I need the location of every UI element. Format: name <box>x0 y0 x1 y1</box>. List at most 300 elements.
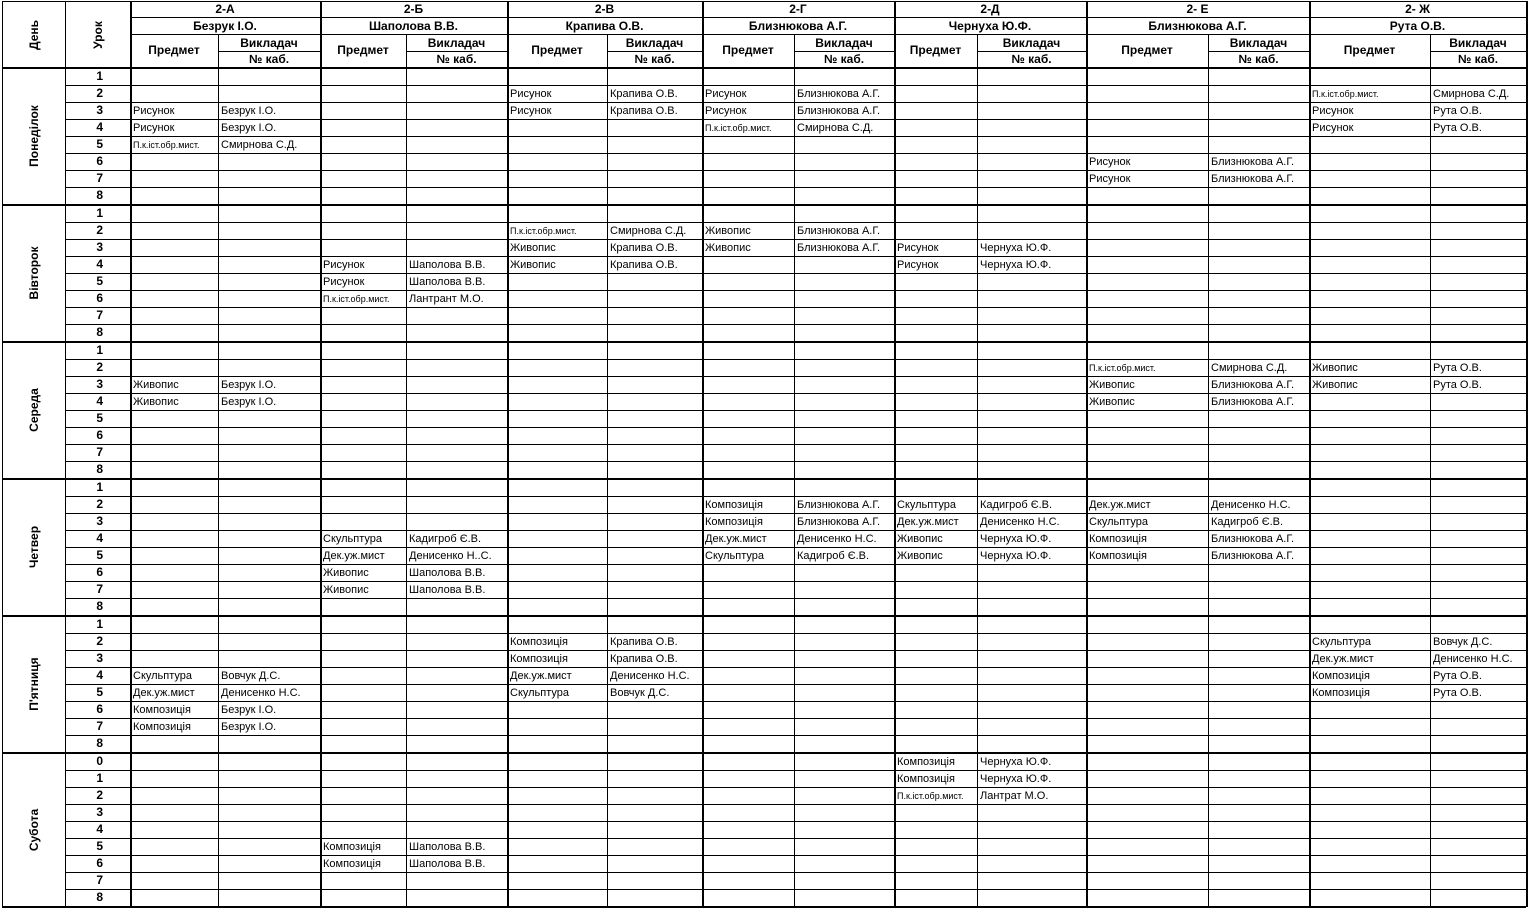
row-line <box>65 256 1526 257</box>
cell-teacher: Безрук І.О. <box>221 704 277 716</box>
row-line <box>65 239 1526 240</box>
cell-subject: Композиція <box>323 858 381 870</box>
grid-line-vertical <box>65 1 66 907</box>
header-line <box>130 17 320 18</box>
day-header: День <box>26 20 41 50</box>
cell-teacher: Близнюкова А.Г. <box>797 499 881 511</box>
lesson-number: 7 <box>96 308 103 322</box>
cell-teacher: Близнюкова А.Г. <box>797 105 881 117</box>
cell-subject: Живопис <box>323 584 369 596</box>
cell-teacher: Близнюкова А.Г. <box>797 516 881 528</box>
subject-header: Предмет <box>909 43 962 57</box>
cell-subject: П.к.іст.обр.мист. <box>1312 89 1379 99</box>
cell-teacher: Рута О.В. <box>1433 105 1482 117</box>
room-header: № каб. <box>248 52 290 66</box>
lesson-number: 2 <box>96 223 103 237</box>
cell-subject: Рисунок <box>1312 105 1354 117</box>
row-line <box>65 222 1526 223</box>
row-line <box>65 787 1526 788</box>
cell-teacher: Денисенко Н.С. <box>221 687 301 699</box>
cell-teacher: Рута О.В. <box>1433 362 1482 374</box>
cell-subject: Рисунок <box>705 105 747 117</box>
cell-subject: Дек.уж.мист <box>897 516 959 528</box>
cell-subject: Композиція <box>1312 687 1370 699</box>
cell-teacher: Чернуха Ю.Ф. <box>980 259 1052 271</box>
cell-teacher: Близнюкова А.Г. <box>1211 533 1295 545</box>
cell-teacher: Смирнова С.Д. <box>610 225 687 237</box>
cell-teacher: Крапива О.В. <box>610 259 678 271</box>
cell-subject: Композиція <box>897 756 955 768</box>
grid-line-vertical <box>1086 1 1088 907</box>
row-line <box>65 735 1526 736</box>
lesson-number: 1 <box>96 617 103 631</box>
class-teacher: Шаполова В.В. <box>368 19 459 33</box>
cell-subject: Композиція <box>510 653 568 665</box>
cell-subject: Скульптура <box>510 687 570 699</box>
cell-teacher: Рута О.В. <box>1433 122 1482 134</box>
row-line <box>65 393 1526 394</box>
lesson-number: 4 <box>96 822 103 836</box>
cell-subject: П.к.іст.обр.мист. <box>1089 363 1156 373</box>
cell-subject: Живопис <box>1312 379 1358 391</box>
cell-teacher: Безрук І.О. <box>221 396 277 408</box>
cell-teacher: Крапива О.В. <box>610 105 678 117</box>
teacher-header: Викладач <box>625 36 684 50</box>
lesson-number: 7 <box>96 873 103 887</box>
row-line <box>65 855 1526 856</box>
cell-teacher: Шаполова В.В. <box>409 858 486 870</box>
grid-line-vertical <box>507 1 509 907</box>
row-line <box>65 804 1526 805</box>
cell-subject: П.к.іст.обр.мист. <box>705 123 772 133</box>
cell-teacher: Крапива О.В. <box>610 242 678 254</box>
cell-subject: Живопис <box>897 533 943 545</box>
cell-teacher: Чернуха Ю.Ф. <box>980 533 1052 545</box>
cell-teacher: Шаполова В.В. <box>409 567 486 579</box>
cell-subject: Живопис <box>705 242 751 254</box>
lesson-number: 3 <box>96 514 103 528</box>
cell-teacher: Близнюкова А.Г. <box>797 88 881 100</box>
cell-teacher: Рута О.В. <box>1433 687 1482 699</box>
cell-teacher: Близнюкова А.Г. <box>1211 173 1295 185</box>
grid-line-vertical <box>406 68 407 907</box>
cell-subject: Живопис <box>1312 362 1358 374</box>
class-teacher: Крапива О.В. <box>565 19 644 33</box>
lesson-number: 5 <box>96 548 103 562</box>
header-line <box>1309 34 1526 35</box>
row-line <box>65 444 1526 445</box>
teacher-header: Викладач <box>427 36 486 50</box>
cell-subject: Живопис <box>323 567 369 579</box>
day-label: П'ятниця <box>26 657 41 711</box>
lesson-number: 2 <box>96 360 103 374</box>
room-header: № каб. <box>1238 52 1279 66</box>
header-bottom-line <box>2 67 1526 69</box>
lesson-number: 3 <box>96 651 103 665</box>
lesson-number: 1 <box>96 69 103 83</box>
cell-teacher: Смирнова С.Д. <box>797 122 874 134</box>
grid-line-vertical <box>1208 68 1209 907</box>
cell-subject: Скульптура <box>133 670 193 682</box>
header-line <box>406 51 507 52</box>
row-line <box>65 513 1526 514</box>
cell-subject: Композиція <box>1089 533 1147 545</box>
header-line <box>1208 34 1209 67</box>
cell-teacher: Безрук І.О. <box>221 379 277 391</box>
row-line <box>65 153 1526 154</box>
day-separator <box>2 341 1526 343</box>
row-line <box>65 85 1526 86</box>
cell-teacher: Денисенко Н.С. <box>980 516 1060 528</box>
cell-subject: Живопис <box>897 550 943 562</box>
cell-subject: Композиція <box>133 704 191 716</box>
header-line <box>218 34 219 67</box>
cell-subject: Композиція <box>133 721 191 733</box>
row-line <box>65 821 1526 822</box>
lesson-number: 3 <box>96 103 103 117</box>
teacher-header: Викладач <box>240 36 298 50</box>
row-line <box>65 650 1526 651</box>
lesson-number: 7 <box>96 719 103 733</box>
teacher-header: Викладач <box>815 36 873 50</box>
cell-subject: Композиція <box>1312 670 1370 682</box>
header-line <box>794 34 795 67</box>
row-line <box>65 376 1526 377</box>
lesson-number: 6 <box>96 154 103 168</box>
lesson-number: 4 <box>96 394 103 408</box>
row-line <box>65 872 1526 873</box>
cell-teacher: Шаполова В.В. <box>409 276 486 288</box>
cell-subject: Скульптура <box>1089 516 1149 528</box>
cell-teacher: Крапива О.В. <box>610 653 678 665</box>
class-name: 2- Е <box>1186 2 1209 16</box>
cell-teacher: Рута О.В. <box>1433 670 1482 682</box>
cell-subject: Дек.уж.мист <box>510 670 572 682</box>
day-label: Вівторок <box>26 246 41 300</box>
cell-teacher: Смирнова С.Д. <box>1433 88 1510 100</box>
class-teacher: Близнюкова А.Г. <box>748 19 848 33</box>
header-line <box>702 34 894 35</box>
header-line <box>406 34 407 67</box>
lesson-number: 7 <box>96 445 103 459</box>
class-name: 2- Ж <box>1405 2 1430 16</box>
teacher-header: Викладач <box>1229 36 1288 50</box>
cell-teacher: Вовчук Д.С. <box>221 670 281 682</box>
lesson-number: 5 <box>96 685 103 699</box>
cell-subject: Композиція <box>705 516 763 528</box>
row-line <box>65 427 1526 428</box>
cell-subject: Композиція <box>510 636 568 648</box>
lesson-number: 1 <box>96 206 103 220</box>
header-line <box>1086 34 1309 35</box>
class-teacher: Безрук І.О. <box>193 19 257 33</box>
header-line <box>1430 51 1526 52</box>
cell-subject: Рисунок <box>510 88 552 100</box>
cell-subject: П.к.іст.обр.мист. <box>897 791 964 801</box>
grid-line-vertical <box>218 68 219 907</box>
header-line <box>1208 51 1309 52</box>
cell-teacher: Денисенко Н.С. <box>1433 653 1513 665</box>
class-name: 2-Б <box>403 2 424 16</box>
cell-teacher: Лантрат М.О. <box>980 790 1049 802</box>
row-line <box>65 136 1526 137</box>
class-teacher: Рута О.В. <box>1389 19 1446 33</box>
day-label: Середа <box>26 388 41 432</box>
row-line <box>65 273 1526 274</box>
cell-subject: Композиція <box>1089 550 1147 562</box>
grid-line-vertical <box>977 68 978 907</box>
cell-teacher: Безрук І.О. <box>221 721 277 733</box>
lesson-number: 7 <box>96 582 103 596</box>
lesson-number: 2 <box>96 86 103 100</box>
cell-subject: Композиція <box>897 773 955 785</box>
day-separator <box>2 615 1526 617</box>
header-line <box>977 34 978 67</box>
lesson-number: 3 <box>96 240 103 254</box>
row-line <box>65 667 1526 668</box>
cell-subject: Рисунок <box>705 88 747 100</box>
cell-subject: Дек.уж.мист <box>705 533 767 545</box>
header-line <box>794 51 894 52</box>
lesson-number: 8 <box>96 736 103 750</box>
row-line <box>65 701 1526 702</box>
lesson-number: 8 <box>96 462 103 476</box>
room-header: № каб. <box>436 52 477 66</box>
cell-subject: Композиція <box>705 499 763 511</box>
row-line <box>65 564 1526 565</box>
lesson-number: 4 <box>96 531 103 545</box>
room-header: № каб. <box>634 52 675 66</box>
lesson-number: 5 <box>96 839 103 853</box>
header-line <box>1086 17 1309 18</box>
header-line <box>507 34 702 35</box>
cell-subject: Рисунок <box>897 259 939 271</box>
lesson-number: 2 <box>96 634 103 648</box>
cell-subject: Живопис <box>510 259 556 271</box>
header-line <box>507 17 702 18</box>
cell-subject: Живопис <box>705 225 751 237</box>
lesson-number: 6 <box>96 565 103 579</box>
cell-teacher: Чернуха Ю.Ф. <box>980 773 1052 785</box>
row-line <box>65 633 1526 634</box>
cell-subject: Рисунок <box>323 259 365 271</box>
cell-subject: Дек.уж.мист <box>323 550 385 562</box>
row-line <box>65 187 1526 188</box>
class-teacher: Близнюкова А.Г. <box>1148 19 1247 33</box>
cell-teacher: Вовчук Д.С. <box>1433 636 1493 648</box>
cell-subject: Дек.уж.мист <box>1089 499 1151 511</box>
grid-line-vertical <box>702 1 704 907</box>
teacher-header: Викладач <box>1002 36 1061 50</box>
subject-header: Предмет <box>722 43 774 57</box>
cell-teacher: Денисенко Н..С. <box>409 550 492 562</box>
row-line <box>65 718 1526 719</box>
subject-header: Предмет <box>531 43 583 57</box>
cell-teacher: Рута О.В. <box>1433 379 1482 391</box>
lesson-number: 2 <box>96 788 103 802</box>
grid-line-vertical <box>894 1 896 907</box>
header-line <box>607 34 608 67</box>
row-line <box>65 102 1526 103</box>
day-separator <box>2 752 1526 754</box>
cell-subject: П.к.іст.обр.мист. <box>323 294 390 304</box>
cell-teacher: Чернуха Ю.Ф. <box>980 242 1052 254</box>
row-line <box>65 889 1526 890</box>
class-name: 2-Г <box>789 2 807 16</box>
cell-teacher: Близнюкова А.Г. <box>1211 156 1295 168</box>
cell-subject: Композиція <box>323 841 381 853</box>
lesson-number: 8 <box>96 890 103 904</box>
row-line <box>65 170 1526 171</box>
row-line <box>65 581 1526 582</box>
day-label: Субота <box>26 808 41 851</box>
cell-subject: Дек.уж.мист <box>133 687 195 699</box>
cell-teacher: Чернуха Ю.Ф. <box>980 550 1052 562</box>
row-line <box>65 324 1526 325</box>
class-name: 2-Д <box>980 2 1000 16</box>
header-line <box>320 17 507 18</box>
lesson-number: 5 <box>96 411 103 425</box>
lesson-number: 4 <box>96 257 103 271</box>
cell-subject: Скульптура <box>705 550 765 562</box>
cell-teacher: Кадигроб Є.В. <box>409 533 482 545</box>
cell-subject: Живопис <box>510 242 556 254</box>
subject-header: Предмет <box>148 43 200 57</box>
row-line <box>65 547 1526 548</box>
cell-teacher: Смирнова С.Д. <box>1211 362 1288 374</box>
lesson-number: 6 <box>96 428 103 442</box>
lesson-number: 5 <box>96 274 103 288</box>
class-name: 2-В <box>594 2 615 16</box>
cell-teacher: Шаполова В.В. <box>409 259 486 271</box>
cell-subject: Рисунок <box>323 276 365 288</box>
row-line <box>65 770 1526 771</box>
row-line <box>65 119 1526 120</box>
cell-teacher: Вовчук Д.С. <box>610 687 670 699</box>
lesson-number: 0 <box>96 754 103 768</box>
header-line <box>894 17 1086 18</box>
grid-line-vertical <box>1309 1 1311 907</box>
header-top-line <box>2 1 1526 2</box>
lesson-number: 6 <box>96 291 103 305</box>
lesson-number: 1 <box>96 771 103 785</box>
row-line <box>65 461 1526 462</box>
cell-teacher: Лантрант М.О. <box>409 293 484 305</box>
lesson-number: 6 <box>96 702 103 716</box>
cell-subject: Живопис <box>133 379 179 391</box>
lesson-number: 2 <box>96 497 103 511</box>
grid-line-vertical <box>2 1 3 907</box>
grid-line-vertical <box>794 68 795 907</box>
lesson-number: 8 <box>96 599 103 613</box>
cell-subject: Рисунок <box>1089 156 1131 168</box>
cell-teacher: Шаполова В.В. <box>409 584 486 596</box>
lesson-number: 6 <box>96 856 103 870</box>
day-label: Понеділок <box>26 105 41 167</box>
cell-subject: Рисунок <box>1312 122 1354 134</box>
row-line <box>65 290 1526 291</box>
header-line <box>1309 17 1526 18</box>
row-line <box>65 684 1526 685</box>
lesson-number: 8 <box>96 188 103 202</box>
row-line <box>65 530 1526 531</box>
day-label: Четвер <box>26 525 41 569</box>
cell-teacher: Близнюкова А.Г. <box>1211 550 1295 562</box>
grid-line-vertical <box>607 68 608 907</box>
cell-teacher: Крапива О.В. <box>610 88 678 100</box>
header-line <box>218 51 320 52</box>
cell-subject: Рисунок <box>1089 173 1131 185</box>
cell-teacher: Смирнова С.Д. <box>221 139 298 151</box>
cell-subject: П.к.іст.обр.мист. <box>510 226 577 236</box>
lesson-number: 3 <box>96 805 103 819</box>
cell-subject: Дек.уж.мист <box>1312 653 1374 665</box>
lesson-number: 1 <box>96 480 103 494</box>
room-header: № каб. <box>1457 52 1499 66</box>
cell-subject: Скульптура <box>897 499 957 511</box>
cell-teacher: Чернуха Ю.Ф. <box>980 756 1052 768</box>
grid-line-vertical <box>1430 68 1431 907</box>
cell-teacher: Кадигроб Є.В. <box>1211 516 1284 528</box>
cell-subject: Рисунок <box>510 105 552 117</box>
class-teacher: Чернуха Ю.Ф. <box>948 19 1032 33</box>
lesson-number: 4 <box>96 120 103 134</box>
header-line <box>1430 34 1431 67</box>
header-line <box>320 34 507 35</box>
cell-subject: Скульптура <box>323 533 383 545</box>
cell-subject: Живопис <box>1089 379 1135 391</box>
grid-line-vertical <box>320 1 322 907</box>
row-line <box>65 496 1526 497</box>
lesson-number: 3 <box>96 377 103 391</box>
header-line <box>977 51 1086 52</box>
lesson-header: Урок <box>90 21 105 49</box>
lesson-number: 1 <box>96 343 103 357</box>
header-line <box>607 51 702 52</box>
cell-teacher: Безрук І.О. <box>221 122 277 134</box>
lesson-number: 4 <box>96 668 103 682</box>
subject-header: Предмет <box>1121 43 1173 57</box>
header-line <box>894 34 1086 35</box>
room-header: № каб. <box>1011 52 1052 66</box>
cell-subject: Рисунок <box>897 242 939 254</box>
cell-teacher: Кадигроб Є.В. <box>797 550 870 562</box>
row-line <box>65 598 1526 599</box>
teacher-header: Викладач <box>1449 36 1507 50</box>
day-separator <box>2 204 1526 206</box>
cell-subject: Рисунок <box>133 122 175 134</box>
cell-teacher: Денисенко Н.С. <box>1211 499 1291 511</box>
cell-subject: Живопис <box>1089 396 1135 408</box>
row-line <box>65 307 1526 308</box>
grid-line-vertical <box>130 1 132 907</box>
row-line <box>65 359 1526 360</box>
header-line <box>702 17 894 18</box>
cell-teacher: Безрук І.О. <box>221 105 277 117</box>
cell-subject: Скульптура <box>1312 636 1372 648</box>
cell-teacher: Близнюкова А.Г. <box>1211 379 1295 391</box>
cell-teacher: Близнюкова А.Г. <box>797 225 881 237</box>
day-separator <box>2 478 1526 480</box>
cell-subject: Рисунок <box>133 105 175 117</box>
subject-header: Предмет <box>337 43 389 57</box>
lesson-number: 7 <box>96 171 103 185</box>
cell-teacher: Денисенко Н.С. <box>797 533 877 545</box>
cell-teacher: Кадигроб Є.В. <box>980 499 1053 511</box>
cell-subject: П.к.іст.обр.мист. <box>133 140 200 150</box>
cell-subject: Живопис <box>133 396 179 408</box>
row-line <box>65 838 1526 839</box>
